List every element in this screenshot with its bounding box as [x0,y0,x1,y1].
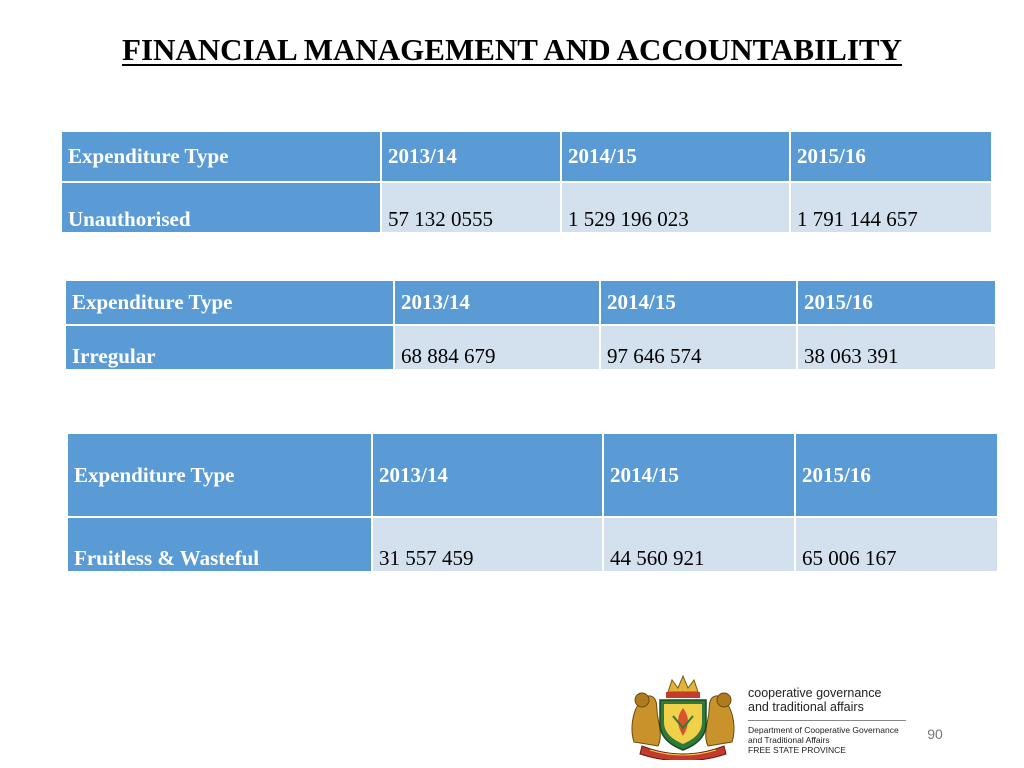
table-header-row [62,132,991,181]
header-cell-2014-15: 2014/15 [604,434,794,516]
header-cell-2013-14: 2013/14 [395,281,599,324]
header-cell-2014-15: 2014/15 [562,132,789,181]
value-cell-2013-14: 57 132 0555 [382,183,560,232]
divider [748,720,906,721]
org-name-line-1: cooperative governance [748,686,882,700]
value-cell-2015-16: 65 006 167 [796,518,997,571]
header-cell-type: Expenditure Type [68,434,371,516]
department-line-1: Department of Cooperative Governance [748,725,899,735]
header-cell-2015-16: 2015/16 [791,132,991,181]
coat-of-arms-icon [628,672,738,760]
value-cell-2014-15: 1 529 196 023 [562,183,789,232]
value-cell-2013-14: 31 557 459 [373,518,602,571]
row-label: Fruitless & Wasteful [68,518,371,571]
value-cell-2015-16: 38 063 391 [798,326,995,369]
value-cell-2013-14: 68 884 679 [395,326,599,369]
table-header-row [66,281,995,324]
irregular-expenditure-table [64,279,997,371]
page-number: 90 [927,726,943,742]
province-label: FREE STATE PROVINCE [748,745,846,755]
header-cell-2013-14: 2013/14 [382,132,560,181]
department-line-2: and Traditional Affairs [748,735,830,745]
page-title: FINANCIAL MANAGEMENT AND ACCOUNTABILITY [122,32,902,67]
value-cell-2014-15: 44 560 921 [604,518,794,571]
fruitless-wasteful-expenditure-table [66,432,999,573]
table-row [68,518,997,571]
header-cell-2015-16: 2015/16 [796,434,997,516]
row-label: Irregular [66,326,393,369]
org-name-line-2: and traditional affairs [748,700,864,714]
value-cell-2015-16: 1 791 144 657 [791,183,991,232]
header-cell-2014-15: 2014/15 [601,281,796,324]
organisation-text [748,686,906,755]
table-header-row [68,434,997,516]
table-row [62,183,991,232]
header-cell-type: Expenditure Type [62,132,380,181]
department-logo [628,672,918,760]
unauthorised-expenditure-table [60,130,993,234]
header-cell-2015-16: 2015/16 [798,281,995,324]
header-cell-2013-14: 2013/14 [373,434,602,516]
header-cell-type: Expenditure Type [66,281,393,324]
table-row [66,326,995,369]
value-cell-2014-15: 97 646 574 [601,326,796,369]
row-label: Unauthorised [62,183,380,232]
